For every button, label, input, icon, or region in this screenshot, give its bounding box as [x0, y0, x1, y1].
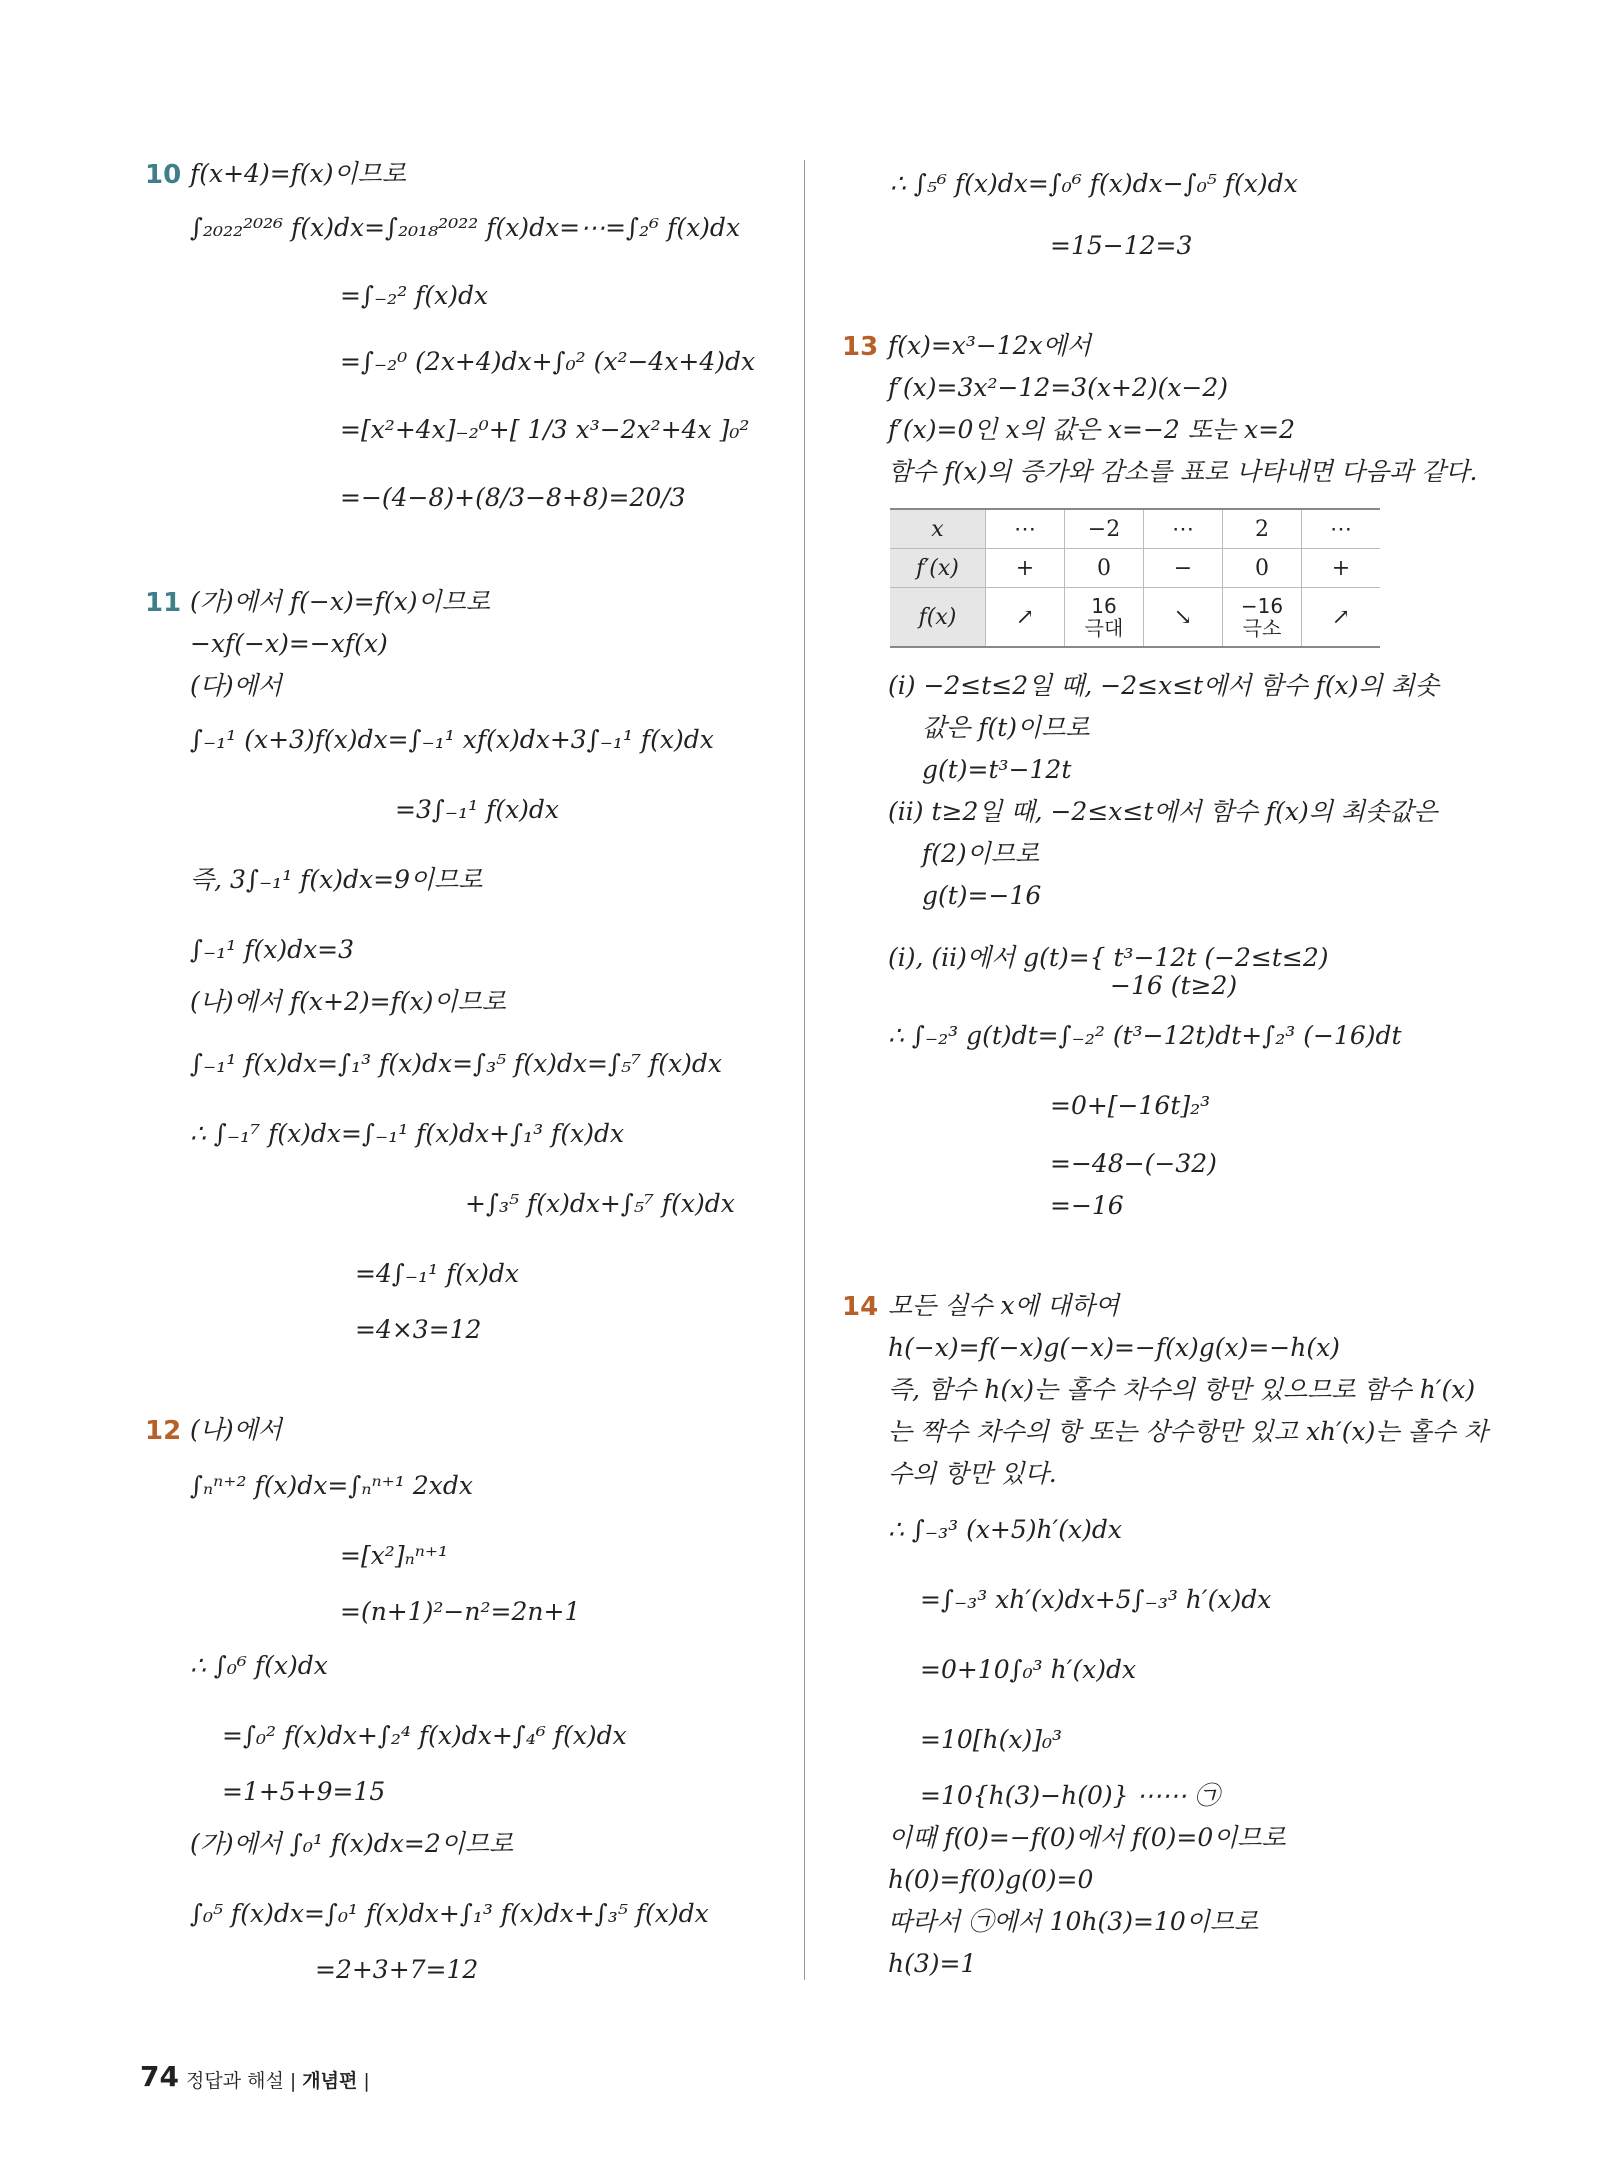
- p13-after-12: =−16: [1050, 1191, 1124, 1220]
- column-divider: [804, 160, 805, 1980]
- table-cell-min: [1223, 588, 1302, 648]
- p14-line-5: 수의 항만 있다.: [888, 1459, 1057, 1488]
- table-cell: −: [1144, 549, 1223, 588]
- p12-line-8: (가)에서 ∫₀¹ f(x)dx=2이므로: [190, 1829, 514, 1858]
- increase-arrow-icon: ↗: [986, 588, 1065, 648]
- problem-number-14: 14: [842, 1292, 879, 1322]
- p10-line-3: =∫₋₂² f(x)dx: [340, 281, 489, 310]
- p14-line-14: h(3)=1: [888, 1949, 977, 1978]
- p11-line-12: =4∫₋₁¹ f(x)dx: [355, 1259, 520, 1288]
- p12-line-7: =1+5+9=15: [222, 1777, 386, 1806]
- decrease-arrow-icon: ↘: [1144, 588, 1223, 648]
- sign-table: [890, 508, 1380, 648]
- p10-line-5: =[x²+4x]₋₂⁰+[ 1/3 x³−2x²+4x ]₀²: [340, 415, 750, 444]
- p12-line-3: =[x²]ₙⁿ⁺¹: [340, 1541, 449, 1570]
- increase-arrow-icon: ↗: [1302, 588, 1381, 648]
- min-value: −16: [1240, 594, 1284, 618]
- p11-line-9: ∫₋₁¹ f(x)dx=∫₁³ f(x)dx=∫₃⁵ f(x)dx=∫₅⁷ f(x)dx: [190, 1049, 722, 1078]
- p13-after-8: −16 (t≥2): [1110, 971, 1238, 1000]
- p13-after-2: 값은 f(t)이므로: [922, 713, 1090, 742]
- table-cell: −2: [1065, 509, 1144, 549]
- footer-title: 정답과 해설: [186, 2070, 284, 2092]
- p14-line-10: =10{h(3)−h(0)} ⋯⋯ ㉠: [920, 1781, 1220, 1810]
- min-label: 극소: [1242, 616, 1282, 640]
- table-cell-max: [1065, 588, 1144, 648]
- p13-after-6: g(t)=−16: [922, 881, 1042, 910]
- p14-line-8: =0+10∫₀³ h′(x)dx: [920, 1655, 1137, 1684]
- table-cell: ⋯: [986, 509, 1065, 549]
- p11-line-1: (가)에서 f(−x)=f(x)이므로: [190, 587, 490, 616]
- p14-line-6: ∴ ∫₋₃³ (x+5)h′(x)dx: [888, 1515, 1123, 1544]
- problem-number-12: 12: [145, 1416, 182, 1446]
- p13-after-5: f(2)이므로: [922, 839, 1040, 868]
- p12-line-4: =(n+1)²−n²=2n+1: [340, 1597, 581, 1626]
- p13-line-1: f(x)=x³−12x에서: [888, 331, 1092, 360]
- max-value: 16: [1091, 594, 1117, 618]
- table-cell: 0: [1065, 549, 1144, 588]
- footer-section: 개념편: [302, 2070, 358, 2092]
- p14-line-1: 모든 실수 x에 대하여: [888, 1291, 1120, 1320]
- table-cell: 0: [1223, 549, 1302, 588]
- p13-after-3: g(t)=t³−12t: [922, 755, 1072, 784]
- table-row-fprime: [890, 549, 1380, 588]
- table-header-x: x: [890, 509, 986, 549]
- table-header-fprime: f′(x): [890, 549, 986, 588]
- table-cell: 2: [1223, 509, 1302, 549]
- p13-after-4: (ⅱ) t≥2일 때, −2≤x≤t에서 함수 f(x)의 최솟값은: [888, 797, 1438, 826]
- p13-after-7: (ⅰ), (ⅱ)에서 g(t)={ t³−12t (−2≤t≤2): [888, 943, 1329, 972]
- p14-line-11: 이때 f(0)=−f(0)에서 f(0)=0이므로: [888, 1823, 1286, 1852]
- p10-line-2: ∫₂₀₂₂²⁰²⁶ f(x)dx=∫₂₀₁₈²⁰²² f(x)dx=⋯=∫₂⁶ f(x)dx: [190, 213, 741, 242]
- p11-line-8: (나)에서 f(x+2)=f(x)이므로: [190, 987, 506, 1016]
- p11-line-4: ∫₋₁¹ (x+3)f(x)dx=∫₋₁¹ xf(x)dx+3∫₋₁¹ f(x)dx: [190, 725, 714, 754]
- p10-line-6: =−(4−8)+(8/3−8+8)=20/3: [340, 483, 686, 512]
- p14-line-4: 는 짝수 차수의 항 또는 상수항만 있고 xh′(x)는 홀수 차: [888, 1417, 1488, 1446]
- p12-line-1: (나)에서: [190, 1415, 282, 1444]
- table-cell: +: [1302, 549, 1381, 588]
- p10-line-1: f(x+4)=f(x)이므로: [190, 159, 406, 188]
- p10-line-4: =∫₋₂⁰ (2x+4)dx+∫₀² (x²−4x+4)dx: [340, 347, 756, 376]
- p11-line-13: =4×3=12: [355, 1315, 482, 1344]
- p11-line-10: ∴ ∫₋₁⁷ f(x)dx=∫₋₁¹ f(x)dx+∫₁³ f(x)dx: [190, 1119, 625, 1148]
- p13-line-2: f′(x)=3x²−12=3(x+2)(x−2): [888, 373, 1229, 402]
- p13-line-3: f′(x)=0인 x의 값은 x=−2 또는 x=2: [888, 415, 1295, 444]
- problem-number-13: 13: [842, 332, 879, 362]
- p13-after-9: ∴ ∫₋₂³ g(t)dt=∫₋₂² (t³−12t)dt+∫₂³ (−16)dt: [888, 1021, 1402, 1050]
- p11-line-11: +∫₃⁵ f(x)dx+∫₅⁷ f(x)dx: [465, 1189, 735, 1218]
- p13-after-11: =−48−(−32): [1050, 1149, 1217, 1178]
- p12-line-10: =2+3+7=12: [315, 1955, 479, 1984]
- p12-line-9: ∫₀⁵ f(x)dx=∫₀¹ f(x)dx+∫₁³ f(x)dx+∫₃⁵ f(x)dx: [190, 1899, 709, 1928]
- p14-line-3: 즉, 함수 h(x)는 홀수 차수의 항만 있으므로 함수 h′(x): [888, 1375, 1476, 1404]
- p14-line-12: h(0)=f(0)g(0)=0: [888, 1865, 1094, 1894]
- table-cell: ⋯: [1144, 509, 1223, 549]
- p11-line-2: −xf(−x)=−xf(x): [190, 629, 388, 658]
- table-cell: +: [986, 549, 1065, 588]
- table-header-f: f(x): [890, 588, 986, 648]
- problem-number-11: 11: [145, 588, 182, 618]
- p14-line-13: 따라서 ㉠에서 10h(3)=10이므로: [888, 1907, 1259, 1936]
- max-label: 극대: [1084, 616, 1124, 640]
- table-row-f: [890, 588, 1380, 648]
- p14-line-7: =∫₋₃³ xh′(x)dx+5∫₋₃³ h′(x)dx: [920, 1585, 1272, 1614]
- table-cell: ⋯: [1302, 509, 1381, 549]
- p11-line-7: ∫₋₁¹ f(x)dx=3: [190, 935, 355, 964]
- p13-after-1: (ⅰ) −2≤t≤2일 때, −2≤x≤t에서 함수 f(x)의 최솟: [888, 671, 1439, 700]
- footer-label: 정답과 해설 | 개념편 |: [186, 2070, 370, 2092]
- problem-number-10: 10: [145, 160, 182, 190]
- p12-cont-line-2: =15−12=3: [1050, 231, 1193, 260]
- p13-after-10: =0+[−16t]₂³: [1050, 1091, 1211, 1120]
- p11-line-6: 즉, 3∫₋₁¹ f(x)dx=9이므로: [190, 865, 483, 894]
- p13-line-4: 함수 f(x)의 증가와 감소를 표로 나타내면 다음과 같다.: [888, 457, 1478, 486]
- p12-line-2: ∫ₙⁿ⁺² f(x)dx=∫ₙⁿ⁺¹ 2xdx: [190, 1471, 473, 1500]
- p11-line-3: (다)에서: [190, 671, 282, 700]
- page-number: 74: [140, 2060, 179, 2093]
- p12-line-6: =∫₀² f(x)dx+∫₂⁴ f(x)dx+∫₄⁶ f(x)dx: [222, 1721, 627, 1750]
- p14-line-9: =10[h(x)]₀³: [920, 1725, 1063, 1754]
- p12-line-5: ∴ ∫₀⁶ f(x)dx: [190, 1651, 328, 1680]
- p14-line-2: h(−x)=f(−x)g(−x)=−f(x)g(x)=−h(x): [888, 1333, 1340, 1362]
- p12-cont-line-1: ∴ ∫₅⁶ f(x)dx=∫₀⁶ f(x)dx−∫₀⁵ f(x)dx: [890, 169, 1298, 198]
- p11-line-5: =3∫₋₁¹ f(x)dx: [395, 795, 560, 824]
- table-row-x: [890, 509, 1380, 549]
